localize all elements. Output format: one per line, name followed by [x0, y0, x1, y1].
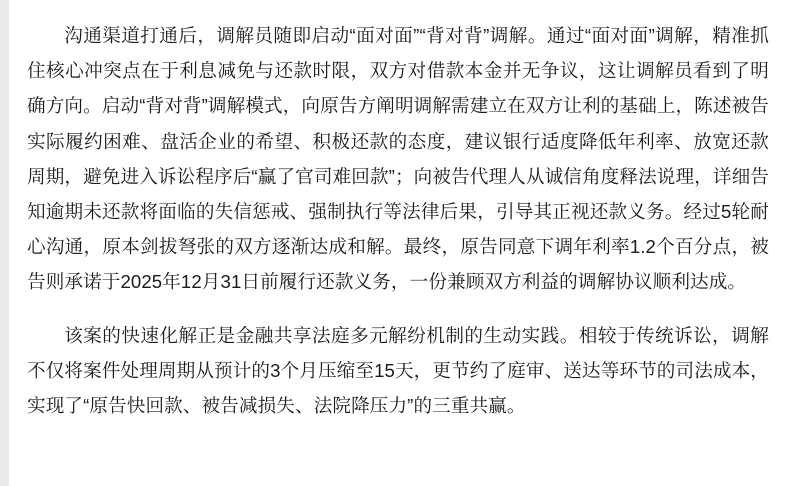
paragraph-2: 该案的快速化解正是金融共享法庭多元解纷机制的生动实践。相较于传统诉讼，调解不仅将案件处理周期从预计的3个月压缩至15天，更节约了庭审、送达等环节的司法成本，实现了“原告快回款、被告减损失、法院降压力”的三重共赢。: [27, 324, 769, 417]
left-gutter-bar: [0, 0, 9, 486]
document-body: [9, 0, 793, 486]
paragraph-1: 沟通渠道打通后，调解员随即启动“面对面”“背对背”调解。通过“面对面”调解，精准抓住核心冲突点在于利息减免与还款时限，双方对借款本金并无争议，这让调解员看到了明确方向。启动“背对背”调解模式，向原告方阐明调解需建立在双方让利的基础上，陈述被告实际履约困难、盘活企业的希望、积极还款的态度，建议银行适度降低年利率、放宽还款周期，避免进入诉讼程序后“赢了官司难回款”；向被告代理人从诚信角度释法说理，详细告知逾期未还款将面临的失信惩戒、强制执行等法律后果，引导其正视还款义务。经过5轮耐心沟通，原本剑拔弩张的双方逐渐达成和解。最终，原告同意下调年利率1.2个百分点，被告则承诺于2025年12月31日前履行还款义务，一份兼顾双方利益的调解协议顺利达成。: [27, 25, 769, 293]
